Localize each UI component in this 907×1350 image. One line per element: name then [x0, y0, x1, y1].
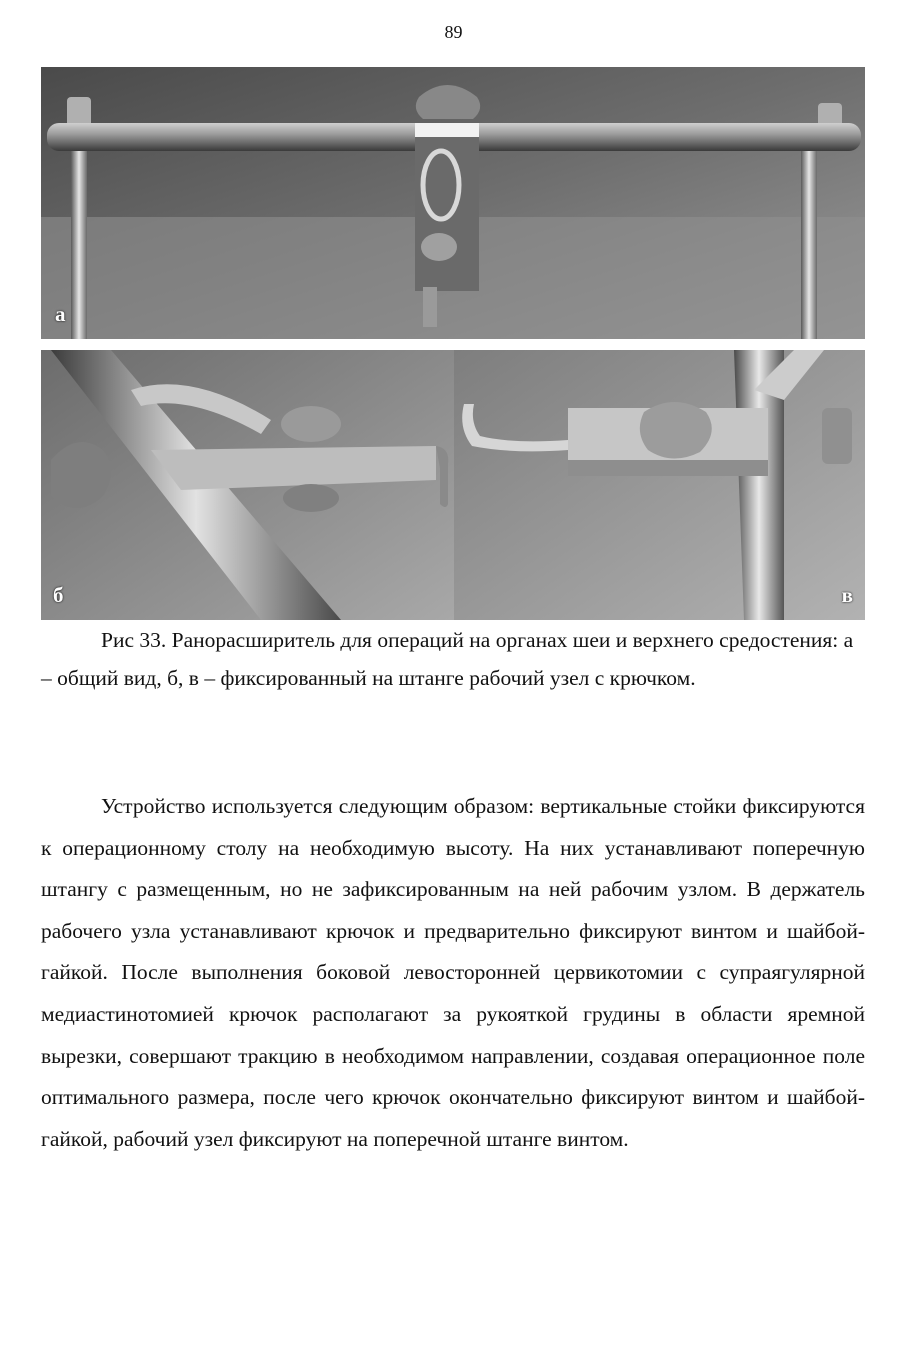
figure-photo-a	[41, 67, 865, 339]
working-unit-view-b-image	[41, 350, 454, 620]
panel-label-b: б	[53, 583, 64, 607]
panel-label-a: а	[55, 302, 66, 326]
body-paragraph: Устройство используется следующим образом: вертикальные стойки фиксируются к операционному столу на необходимую высоту. На них устанавливают поперечную штангу с размещенным, но не зафиксированным на ней рабочим узлом. В держатель рабочего узла устанавливают крючок и предварительно фиксируют винтом и шайбой-гайкой. После выполнения боковой левосторонней цервикотомии с супраягулярной медиастинотомией крючок располагают за рукояткой грудины в области яремной вырезки, совершают тракцию в необходимом направлении, создавая операционное поле оптимального размера, после чего крючок окончательно фиксируют винтом и шайбой-гайкой, рабочий узел фиксируют на поперечной штанге винтом.	[41, 794, 865, 1151]
figure-caption: Рис 33. Ранорасширитель для операций на органах шеи и верхнего средостения: а – общий вид, б, в – фиксированный на штанге рабочий узел с крючком.	[41, 628, 854, 690]
figure-photo-v	[454, 350, 865, 620]
page-number: 89	[444, 22, 463, 42]
panel-label-v: в	[841, 583, 853, 607]
retractor-general-view-image	[41, 67, 865, 339]
working-unit-with-hook-image	[454, 350, 865, 620]
figure-photo-b	[41, 350, 454, 620]
